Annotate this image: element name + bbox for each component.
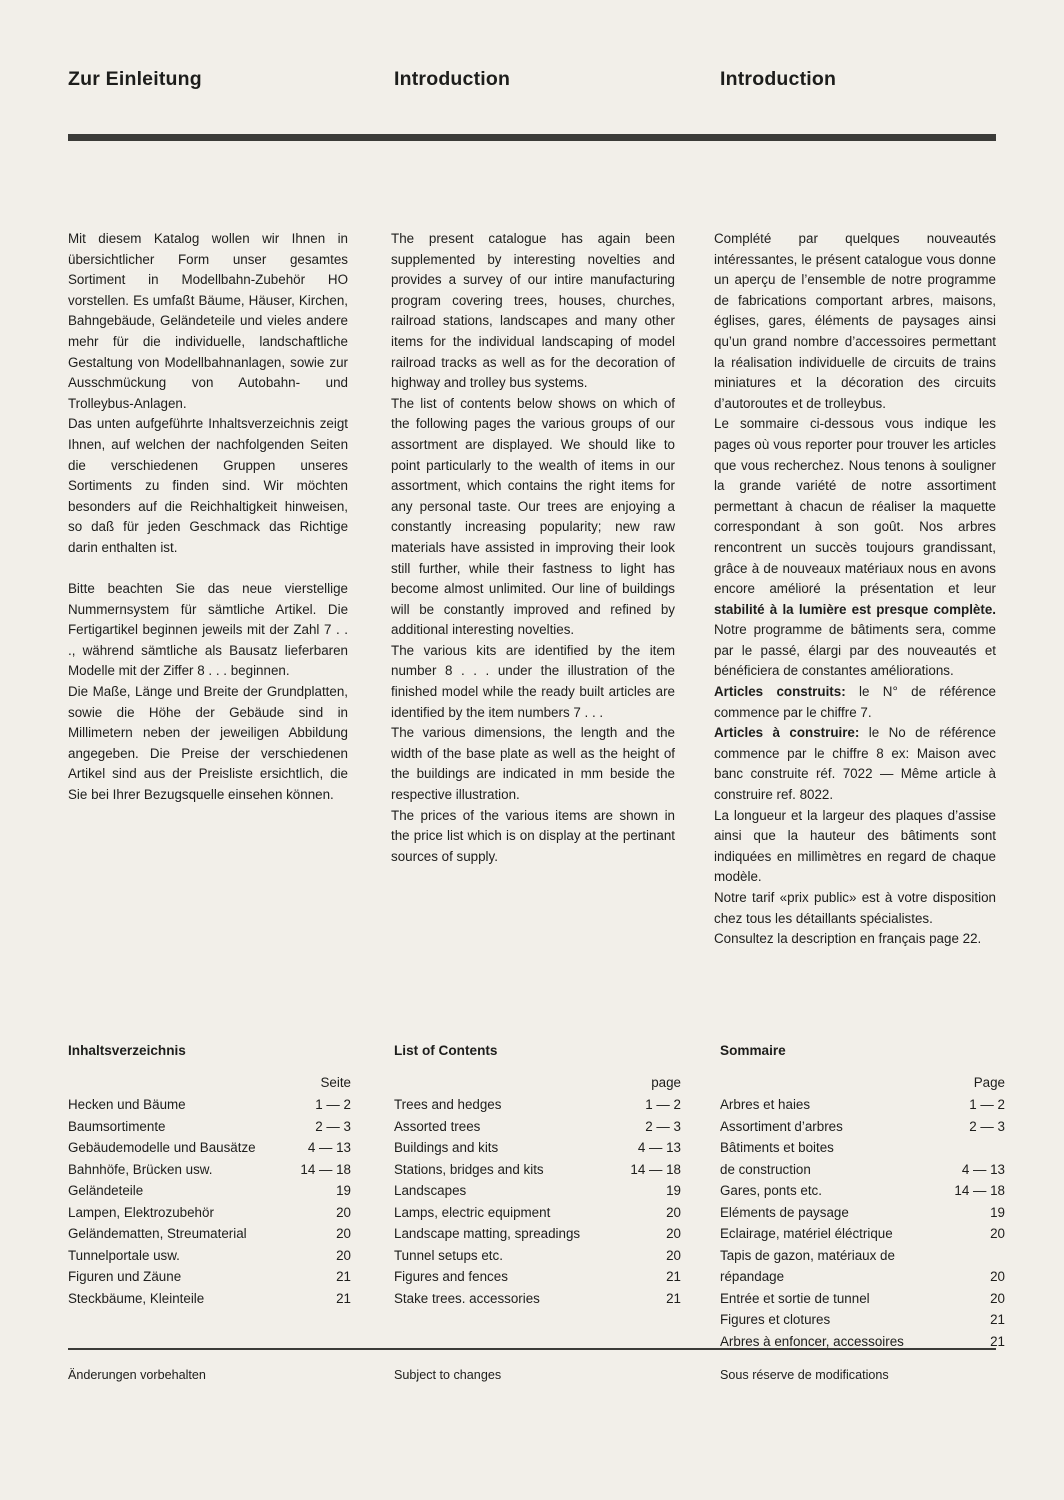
footer-note-en: Subject to changes (394, 1368, 502, 1382)
page-title-de: Zur Einleitung (68, 68, 202, 90)
list-item-label: Tapis de gazon, matériaux de (720, 1247, 895, 1263)
list-item[interactable] (394, 1245, 681, 1267)
paragraph-fr-2-part1: Le sommaire ci-dessous vous indique les pages où vous reporter pour trouver les articles que vous recherchez. Nous tenons à souligner la grande variété de notre assortiment permettant à chacun de réaliser la maquette correspondant à son goût. Nos arbres rencontrent un succès toujours grandissant, grâce à de nouveaux matériaux nous en avons encore amélioré la présentation et leur (714, 416, 996, 597)
list-item-pages: 1 — 2 (315, 1097, 351, 1112)
list-item-pages: 14 — 18 (954, 1183, 1005, 1198)
list-item-pages: 1 — 2 (969, 1097, 1005, 1112)
contents-en (394, 1040, 681, 1352)
body-column-de (68, 229, 348, 950)
header-divider (68, 134, 996, 141)
contents-rows-en (394, 1094, 681, 1309)
paragraph-de-4: Die Maße, Länge und Breite der Grundplatten, sowie die Höhe der Gebäude sind in Millimetern neben der jeweiligen Abbildung angegeben. Die Preise der verschiedenen Artikel sind aus der Preisliste ersichtlich, die Sie bei Ihrer Bezugsquelle einsehen können. (68, 684, 349, 803)
list-item-label: Landscapes (394, 1183, 467, 1198)
contents-page-header-de: Seite (320, 1074, 351, 1090)
body-column-en (391, 229, 675, 950)
list-item-label: Geländematten, Streumaterial (68, 1226, 247, 1241)
list-item-label: Figures et clotures (720, 1312, 831, 1327)
list-item-label: Gares, ponts etc. (720, 1183, 822, 1198)
list-item-pages: 19 (990, 1204, 1005, 1220)
footer-note-fr: Sous réserve de modifications (720, 1368, 889, 1382)
list-item[interactable] (394, 1266, 681, 1288)
contents-rows-fr (720, 1094, 1005, 1352)
list-item[interactable] (394, 1202, 681, 1224)
list-item-label: Buildings and kits (394, 1140, 499, 1155)
list-item-label: Geländeteile (68, 1183, 144, 1198)
list-item-label: Steckbäume, Kleinteile (68, 1290, 205, 1306)
list-item-pages: 21 (990, 1333, 1005, 1349)
contents-page-header-en: page (651, 1074, 681, 1090)
paragraph-fr-2-part2: Notre programme de bâtiments sera, comme par le passé, élargi par des nouveautés et bénéficiera de constantes améliorations. (714, 622, 996, 679)
list-item-pages: 4 — 13 (307, 1140, 351, 1155)
footer-note-de: Änderungen vorbehalten (68, 1368, 206, 1382)
list-item[interactable] (720, 1159, 1005, 1181)
list-item[interactable] (68, 1288, 351, 1310)
list-item-label: Assortiment d’arbres (720, 1118, 843, 1134)
list-item-pages: 20 (336, 1247, 351, 1263)
list-item-pages: 20 (666, 1226, 681, 1241)
label-articles-construits: Articles construits: (714, 684, 846, 700)
list-item-label: répandage (720, 1269, 785, 1284)
list-item-label: Trees and hedges (394, 1097, 502, 1112)
paragraph-fr-7: Consultez la description en français page 22. (714, 931, 982, 947)
list-item-label: Figuren und Zäune (68, 1269, 182, 1284)
list-item[interactable] (720, 1116, 1005, 1138)
list-item[interactable] (68, 1266, 351, 1288)
list-item-pages: 4 — 13 (961, 1161, 1005, 1177)
list-item[interactable] (394, 1137, 681, 1159)
contents-section (68, 1040, 1005, 1352)
list-item-label: Gebäudemodelle und Bausätze (68, 1140, 256, 1155)
paragraph-fr-4 (714, 723, 996, 805)
list-item-pages: 19 (336, 1183, 351, 1198)
list-item[interactable] (720, 1223, 1005, 1245)
contents-page-header-fr: Page (973, 1074, 1005, 1090)
body-column-fr (714, 229, 996, 950)
list-item[interactable] (720, 1137, 1005, 1159)
list-item[interactable] (394, 1288, 681, 1310)
list-item[interactable] (394, 1180, 681, 1202)
list-item[interactable] (720, 1180, 1005, 1202)
paragraph-fr-3 (714, 682, 996, 723)
list-item-label: Entrée et sortie de tunnel (720, 1290, 870, 1306)
list-item-label: de construction (720, 1161, 811, 1177)
page-title-fr: Introduction (720, 68, 837, 90)
list-item[interactable] (720, 1245, 1005, 1267)
paragraph-en-2: The list of contents below shows on which of the following pages the various groups of our assortment are displayed. We should like to point particularly to the wealth of items in our assortment, which contains the right items for any personal taste. Our trees are enjoying a constantly increasing popularity; new raw materials have assisted in improving their look still further, while their fastness to light has become almost unlimited. Our line of buildings will be constantly improved and refined by additional interesting novelties. (391, 395, 675, 638)
list-item-pages: 20 (990, 1269, 1005, 1284)
list-item[interactable] (68, 1223, 351, 1245)
list-item-label: Assorted trees (394, 1118, 481, 1134)
list-item-label: Eclairage, matériel éléctrique (720, 1226, 893, 1241)
list-item-pages: 14 — 18 (630, 1161, 681, 1177)
paragraph-en-5: The prices of the various items are shown in the price list which is on display at the pertinant sources of supply. (391, 807, 675, 864)
list-item[interactable] (68, 1180, 351, 1202)
list-item-label: Stations, bridges and kits (394, 1161, 544, 1177)
list-item[interactable] (720, 1288, 1005, 1310)
paragraph-fr-2-emphasis: stabilité à la lumière est presque complète. (714, 601, 996, 617)
list-item-pages: 21 (336, 1269, 351, 1284)
footer-divider (68, 1348, 996, 1350)
paragraph-fr-1: Complété par quelques nouveautés intéressantes, le présent catalogue vous donne un aperçu de l’ensemble de notre programme de fabrications comportant arbres, maisons, églises, gares, éléments de paysages ainsi qu’un grand nombre d’accessoires permettant la réalisation individuelle de circuits de trains miniatures et la décoration des circuits d’autoroutes et de trolleybus. (714, 231, 996, 411)
list-item-pages: 21 (336, 1290, 351, 1306)
contents-title-de: Inhaltsverzeichnis (68, 1043, 186, 1058)
list-item[interactable] (68, 1137, 351, 1159)
contents-fr (720, 1040, 1005, 1352)
contents-rows-de (68, 1094, 351, 1309)
list-item-label: Figures and fences (394, 1269, 508, 1284)
list-item-pages: 20 (990, 1290, 1005, 1306)
list-item-label: Hecken und Bäume (68, 1097, 186, 1112)
list-item-label: Baumsortimente (68, 1118, 166, 1134)
list-item[interactable] (68, 1116, 351, 1138)
list-item-pages: 21 (666, 1290, 681, 1306)
contents-title-fr: Sommaire (720, 1043, 786, 1058)
list-item[interactable] (68, 1202, 351, 1224)
footer (68, 1368, 996, 1382)
list-item-label: Landscape matting, spreadings (394, 1226, 581, 1241)
list-item-pages: 20 (336, 1204, 351, 1220)
paragraph-en-4: The various dimensions, the length and the width of the base plate as well as the height of the buildings are indicated in mm beside the respective illustration. (391, 725, 675, 803)
contents-de (68, 1040, 351, 1352)
body-columns (68, 229, 996, 950)
list-item-label: Arbres et haies (720, 1097, 811, 1112)
list-item[interactable] (394, 1116, 681, 1138)
list-item-label: Bahnhöfe, Brücken usw. (68, 1161, 213, 1177)
paragraph-fr-2 (714, 414, 996, 682)
paragraph-fr-5: La longueur et la largeur des plaques d’assise ainsi que la hauteur des bâtiments sont indiquées en millimètres en regard de chaque modèle. (714, 807, 996, 885)
paragraph-fr-6: Notre tarif «prix public» est à votre disposition chez tous les détaillants spécialistes. (714, 890, 996, 926)
page-title-en: Introduction (394, 68, 511, 90)
list-item[interactable] (68, 1094, 351, 1116)
list-item-pages: 2 — 3 (315, 1118, 351, 1134)
list-item-label: Lampen, Elektrozubehör (68, 1204, 214, 1220)
list-item-label: Arbres à enfoncer, accessoires (720, 1333, 904, 1349)
list-item[interactable] (720, 1094, 1005, 1116)
page-headings (68, 0, 996, 91)
list-item-pages: 14 — 18 (300, 1161, 351, 1177)
contents-title-en: List of Contents (394, 1043, 498, 1058)
list-item-label: Stake trees. accessories (394, 1290, 540, 1306)
list-item-pages: 4 — 13 (637, 1140, 681, 1155)
list-item[interactable] (68, 1159, 351, 1181)
list-item-pages: 21 (990, 1312, 1005, 1327)
list-item-pages: 20 (990, 1226, 1005, 1241)
list-item[interactable] (394, 1094, 681, 1116)
paragraph-de-2: Das unten aufgeführte Inhaltsverzeichnis zeigt Ihnen, auf welchen der nachfolgenden Seiten die verschiedenen Gruppen unseres Sortiments zu finden sind. Wir möchten besonders auf die Reichhaltigkeit hinweisen, so daß für jeden Geschmack das Richtige darin enthalten ist. (68, 416, 349, 555)
list-item[interactable] (720, 1202, 1005, 1224)
list-item-pages: 20 (666, 1204, 681, 1220)
paragraph-fr-3-text: le N° de référence commence par le chiffre 7. (714, 684, 996, 720)
list-item[interactable] (394, 1159, 681, 1181)
list-item-pages: 2 — 3 (645, 1118, 681, 1134)
list-item-label: Tunnelportale usw. (68, 1247, 180, 1263)
paragraph-fr-4-text: le No de référence commence par le chiffre 8 ex: Maison avec banc construite réf. 7022 — Même article à construire ref. 8022. (714, 725, 997, 803)
paragraph-en-1: The present catalogue has again been supplemented by interesting novelties and provides a survey of our intire manufacturing program covering trees, houses, churches, railroad stations, landscapes and many other items for the individual landscaping of model railroad tracks as well as for the decoration of highway and trolley bus systems. (391, 231, 675, 391)
list-item-label: Bâtiments et boites (720, 1140, 834, 1155)
list-item-pages: 19 (666, 1183, 681, 1198)
paragraph-en-3: The various kits are identified by the item number 8 . . . under the illustration of the finished model while the ready built articles are identified by the item numbers 7 . . . (391, 642, 675, 720)
list-item-label: Lamps, electric equipment (394, 1204, 551, 1220)
list-item-pages: 2 — 3 (969, 1118, 1005, 1134)
list-item-pages: 1 — 2 (645, 1097, 681, 1112)
list-item-pages: 20 (666, 1247, 681, 1263)
list-item[interactable] (68, 1245, 351, 1267)
list-item-label: Eléments de paysage (720, 1204, 849, 1220)
list-item-pages: 21 (666, 1269, 681, 1284)
label-articles-a-construire: Articles à construire: (714, 725, 860, 741)
paragraph-de-1: Mit diesem Katalog wollen wir Ihnen in übersichtlicher Form unser gesamtes Sortiment in Modellbahn-Zubehör HO vorstellen. Es umfaßt Bäume, Häuser, Kirchen, Bahngebäude, Geländeteile und vieles andere mehr für die individuelle, landschaftliche Gestaltung von Modellbahnanlagen, sowie zur Ausschmückung von Autobahn- und Trolleybus-Anlagen. (68, 231, 349, 411)
list-item-label: Tunnel setups etc. (394, 1247, 503, 1263)
list-item[interactable] (720, 1266, 1005, 1288)
list-item[interactable] (720, 1309, 1005, 1331)
list-item[interactable] (394, 1223, 681, 1245)
paragraph-de-3: Bitte beachten Sie das neue vierstellige Nummernsystem für sämtliche Artikel. Die Fertigartikel beginnen jeweils mit der Zahl 7 . . ., während sämtliche als Bausatz lieferbaren Modelle mit der Ziffer 8 . . . beginnen. (68, 581, 349, 679)
list-item-pages: 20 (336, 1226, 351, 1241)
